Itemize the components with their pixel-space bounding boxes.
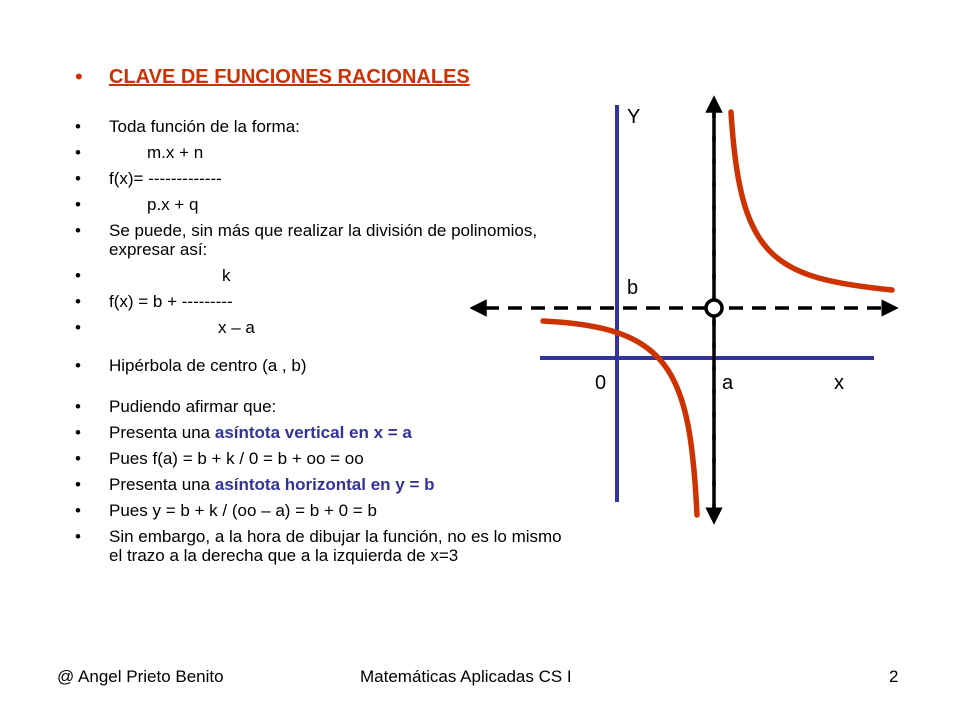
formula-k: k	[222, 266, 231, 285]
bullet-dot: •	[75, 117, 81, 136]
bullet-text: Pues f(a) = b + k / 0 = b + oo = oo	[109, 449, 364, 468]
bullet-dot: •	[75, 501, 81, 520]
bullet-dot: •	[75, 527, 81, 546]
bullet-dot: •	[75, 475, 81, 494]
bullet-text: Se puede, sin más que realizar la división de polinomios, expresar así:	[109, 221, 538, 259]
bullet-dot: •	[75, 169, 81, 188]
slide-title	[75, 62, 575, 92]
footer-page-number: 2	[889, 667, 899, 686]
formula-denominator: p.x + q	[147, 195, 199, 214]
bullet-dot: •	[75, 318, 81, 337]
slide-title-text: CLAVE DE FUNCIONES RACIONALES	[109, 66, 470, 88]
bullet-dot: •	[75, 397, 81, 416]
bullet-text: Pudiendo afirmar que:	[109, 397, 277, 416]
bullet-dot: •	[75, 266, 81, 285]
horizontal-asymptote-highlight: asíntota horizontal en y = b	[214, 475, 435, 494]
origin-label: 0	[595, 372, 607, 394]
center-point	[706, 300, 722, 316]
hyperbola-right-branch	[731, 112, 892, 290]
bullet-dot: •	[75, 292, 81, 311]
bullet-dot: •	[75, 64, 83, 89]
formula-x-minus-a: x – a	[218, 318, 255, 337]
y-axis-label: Y	[627, 106, 641, 128]
bullet-text: Presenta una	[109, 423, 215, 442]
bullet-dot: •	[75, 356, 81, 375]
bullet-dot: •	[75, 423, 81, 442]
formula-numerator: m.x + n	[147, 143, 204, 162]
bullet-dot: •	[75, 195, 81, 214]
bullet-dot: •	[75, 449, 81, 468]
bullet-text: Toda función de la forma:	[109, 117, 300, 136]
bullet-item	[75, 527, 575, 565]
bullet-dot: •	[75, 221, 81, 240]
formula-fx: f(x) = b + ---------	[109, 292, 233, 311]
hyperbola-graph	[470, 90, 910, 530]
a-label: a	[722, 372, 734, 394]
bullet-text: Pues y = b + k / (oo – a) = b + 0 = b	[109, 501, 377, 520]
bullet-dot: •	[75, 143, 81, 162]
vertical-asymptote-highlight: asíntota vertical en x = a	[214, 423, 412, 442]
b-label: b	[627, 277, 639, 299]
bullet-text: Presenta una	[109, 475, 215, 494]
bullet-text: Hipérbola de centro (a , b)	[109, 356, 307, 375]
footer-course: Matemáticas Aplicadas CS I	[360, 667, 572, 686]
footer-author: @ Angel Prieto Benito	[57, 667, 224, 686]
bullet-text: Sin embargo, a la hora de dibujar la función, no es lo mismo el trazo a la derecha que a la izquierda de x=3	[109, 527, 562, 565]
hyperbola-left-branch	[543, 321, 697, 515]
formula-fraction-line: f(x)= -------------	[109, 169, 222, 188]
x-axis-label: x	[834, 372, 844, 394]
